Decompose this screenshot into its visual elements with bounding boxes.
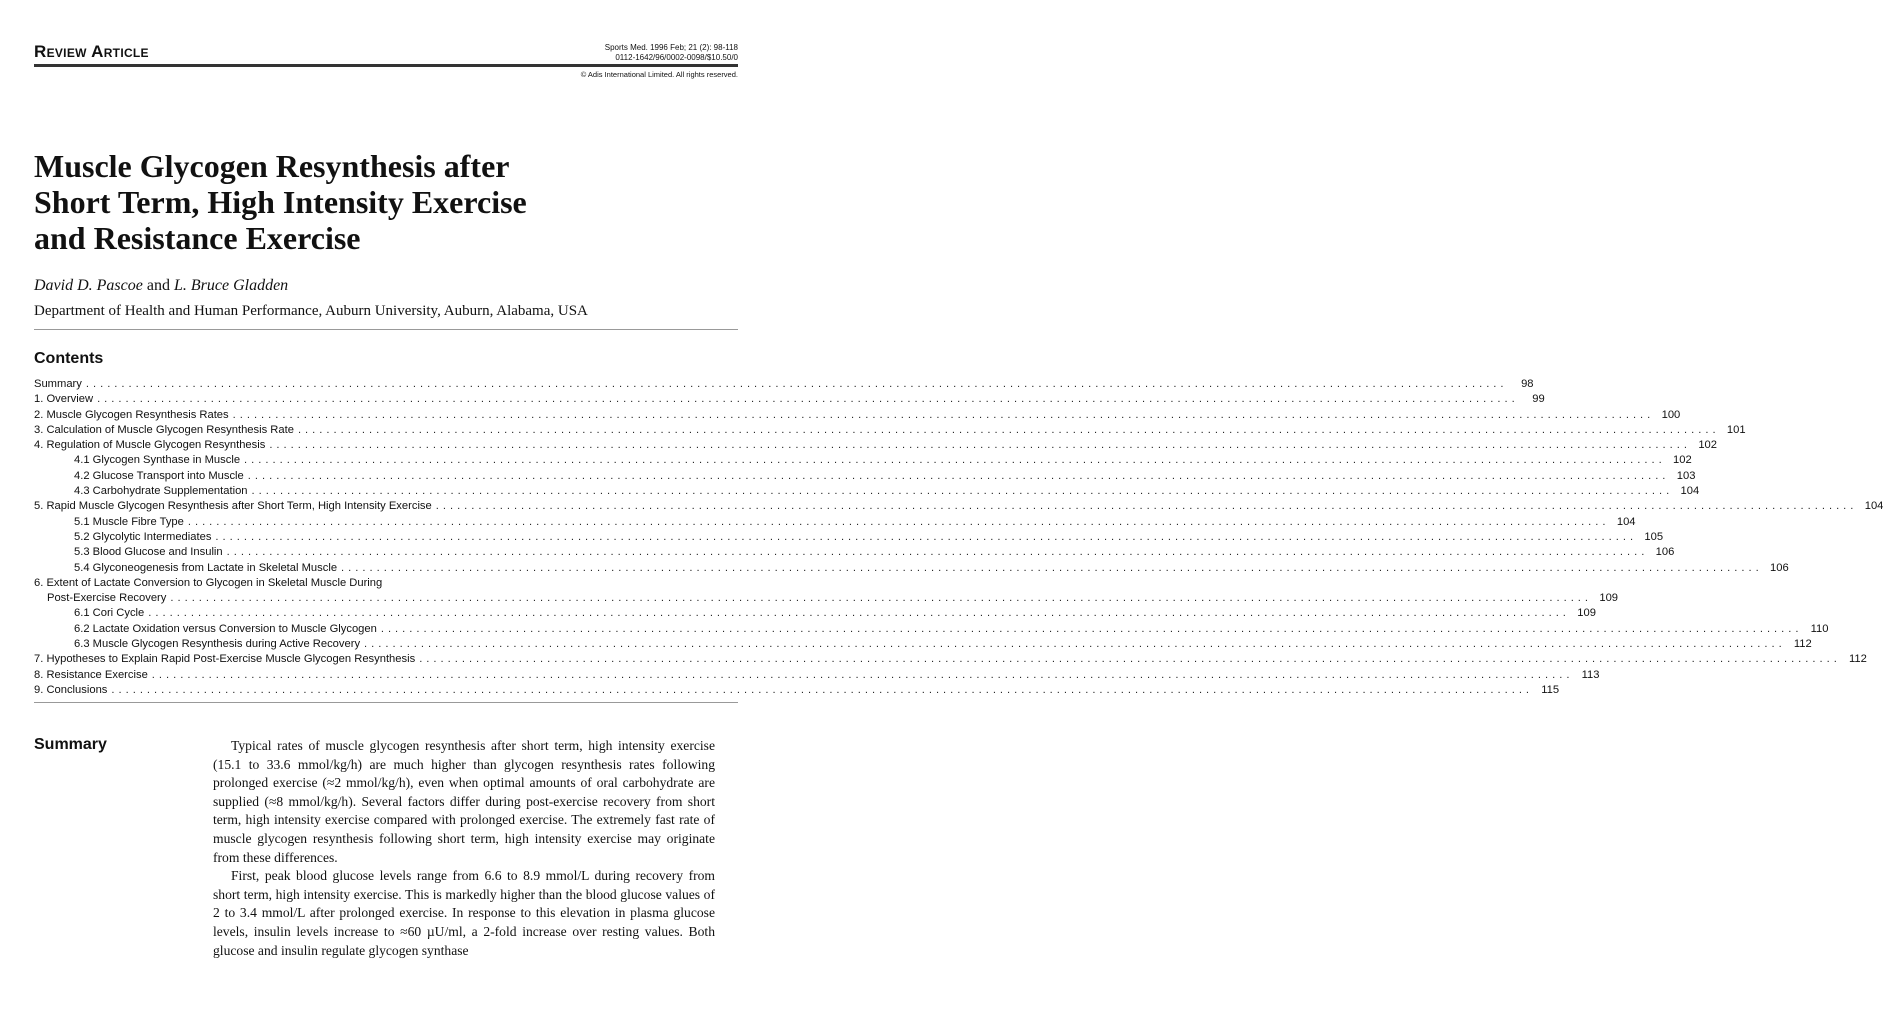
toc-leader-dots: ........................................................................................................................................................................................................ [226, 546, 1649, 559]
toc-entry-page: 102 [1666, 453, 1692, 468]
toc-entry-label: 3. Calculation of Muscle Glycogen Resynthesis Rate [34, 423, 298, 438]
title-line-3: and Resistance Exercise [34, 220, 361, 256]
toc-entry-label: 5.4 Glyconeogenesis from Lactate in Skeletal Muscle [34, 561, 341, 576]
toc-entry-label: 6. Extent of Lactate Conversion to Glycogen in Skeletal Muscle During [34, 576, 386, 591]
table-of-contents [34, 377, 1883, 698]
toc-entry-label: 5.2 Glycolytic Intermediates [34, 530, 215, 545]
toc-leader-dots: ........................................................................................................................................................................................................ [244, 454, 1666, 467]
citation-line-2: 0112-1642/96/0002-0098/$10.50/0 [615, 53, 738, 62]
toc-entry-page: 109 [1570, 606, 1596, 621]
toc-entry-label: 4.1 Glycogen Synthase in Muscle [34, 453, 244, 468]
summary-paragraph-1: Typical rates of muscle glycogen resynthesis after short term, high intensity exercise (15.1 to 33.6 mmol/kg/h) are much higher than glycogen resynthesis rates following prolonged exercise (≈2 mmol/kg/h), even when optimal amounts of oral carbohydrate are supplied (≈8 mmol/kg/h). Several factors differ during post-exercise recovery from short term, high intensity exercise compared with prolonged exercise. The extremely fast rate of muscle glycogen resynthesis following short term, high intensity exercise may originate from these differences. [213, 738, 715, 865]
toc-entry-label: 9. Conclusions [34, 683, 111, 698]
citation-block [605, 43, 738, 63]
toc-entry-page: 106 [1763, 561, 1789, 576]
summary-paragraph-2: First, peak blood glucose levels range from 6.6 to 8.9 mmol/L during recovery from short term, high intensity exercise. This is markedly higher than the blood glucose values of 2 to 3.4 mmol/L after prolonged exercise. In response to this elevation in plasma glucose levels, insulin levels increase to ≈60 µU/ml, a 2-fold increase over resting values. Both glucose and insulin regulate glycogen synthase [213, 868, 715, 958]
toc-entry-label: 1. Overview [34, 392, 97, 407]
toc-entry-label: 4.3 Carbohydrate Supplementation [34, 484, 252, 499]
toc-leader-dots: ........................................................................................................................................................................................................ [148, 607, 1570, 620]
toc-leader-dots: ........................................................................................................................................................................................................ [85, 378, 1508, 390]
summary-heading: Summary [34, 736, 107, 753]
affiliation: Department of Health and Human Performance, Auburn University, Auburn, Alabama, USA [34, 303, 588, 319]
toc-leader-dots: ........................................................................................................................................................................................................ [232, 408, 1655, 421]
toc-leader-dots: ........................................................................................................................................................................................................ [215, 530, 1638, 543]
toc-entry[interactable] [34, 652, 1867, 667]
copyright-notice: © Adis International Limited. All rights reserved. [580, 70, 738, 79]
toc-entry-page: 110 [1803, 622, 1829, 637]
article-type-label: Review Article [34, 42, 149, 61]
toc-entry[interactable] [34, 683, 1560, 698]
divider-top [34, 329, 738, 330]
toc-entry[interactable] [34, 438, 1717, 453]
toc-leader-dots: ........................................................................................................................................................................................................ [187, 515, 1610, 528]
toc-leader-dots: ........................................................................................................................................................................................................ [341, 561, 1763, 574]
toc-entry-label: Post-Exercise Recovery [34, 591, 170, 606]
toc-entry-label: 5. Rapid Muscle Glycogen Resynthesis after Short Term, High Intensity Exercise [34, 499, 436, 514]
toc-entry[interactable] [34, 484, 1700, 499]
toc-entry-page: 100 [1654, 408, 1680, 423]
toc-entry[interactable] [34, 576, 714, 591]
toc-entry-page: 115 [1533, 683, 1559, 698]
toc-entry[interactable] [34, 561, 1789, 576]
toc-entry-page: 105 [1637, 530, 1663, 545]
toc-entry-page: 104 [1857, 499, 1883, 514]
toc-entry-label: 6.3 Muscle Glycogen Resynthesis during Active Recovery [34, 637, 364, 652]
toc-entry[interactable] [34, 668, 1600, 683]
toc-entry-label: 5.1 Muscle Fibre Type [34, 515, 188, 530]
toc-entry-page: 98 [1508, 377, 1534, 392]
toc-entry[interactable] [34, 453, 1692, 468]
toc-entry[interactable] [34, 423, 1746, 438]
summary-body [213, 737, 715, 960]
toc-entry-label: 6.1 Cori Cycle [34, 606, 148, 621]
toc-entry[interactable] [34, 530, 1664, 545]
toc-entry-label: 4. Regulation of Muscle Glycogen Resynthesis [34, 438, 269, 453]
toc-entry-page: 102 [1691, 438, 1717, 453]
author-line [34, 277, 288, 295]
toc-entry-page: 104 [1673, 484, 1699, 499]
toc-entry[interactable] [34, 377, 1534, 392]
toc-entry[interactable] [34, 499, 1883, 514]
toc-entry-page: 103 [1669, 469, 1695, 484]
toc-entry[interactable] [34, 637, 1812, 652]
toc-entry-page: 101 [1720, 423, 1746, 438]
toc-leader-dots: ........................................................................................................................................................................................................ [111, 683, 1534, 696]
toc-entry-label: 6.2 Lactate Oxidation versus Conversion to Muscle Glycogen [34, 622, 381, 637]
toc-leader-dots: ........................................................................................................................................................................................................ [151, 668, 1574, 681]
toc-entry[interactable] [34, 591, 1619, 606]
toc-entry-label: Summary [34, 377, 86, 392]
contents-heading: Contents [34, 350, 104, 367]
toc-entry[interactable] [34, 392, 1545, 407]
title-line-2: Short Term, High Intensity Exercise [34, 184, 527, 220]
toc-entry-label: 4.2 Glucose Transport into Muscle [34, 469, 248, 484]
toc-entry-page: 99 [1519, 392, 1545, 407]
toc-entry-page: 106 [1648, 545, 1674, 560]
toc-entry-label: 8. Resistance Exercise [34, 668, 152, 683]
toc-entry-page: 104 [1610, 515, 1636, 530]
toc-leader-dots: ........................................................................................................................................................................................................ [297, 423, 1720, 436]
author-2: L. Bruce Gladden [173, 277, 289, 294]
toc-entry-page: 109 [1592, 591, 1618, 606]
title-line-1: Muscle Glycogen Resynthesis after [34, 148, 510, 184]
toc-entry[interactable] [34, 469, 1696, 484]
toc-entry[interactable] [34, 545, 1675, 560]
toc-leader-dots: ........................................................................................................................................................................................................ [380, 622, 1803, 635]
toc-entry-label: 5.3 Blood Glucose and Insulin [34, 545, 227, 560]
author-1: David D. Pascoe [34, 277, 143, 294]
toc-entry[interactable] [34, 622, 1829, 637]
toc-leader-dots: ........................................................................................................................................................................................................ [435, 500, 1858, 513]
article-title [34, 148, 734, 256]
toc-entry-page: 112 [1786, 637, 1812, 652]
toc-leader-dots: ........................................................................................................................................................................................................ [97, 393, 1519, 406]
toc-leader-dots: ........................................................................................................................................................................................................ [170, 592, 1593, 605]
toc-entry-page: 112 [1841, 652, 1867, 667]
toc-leader-dots: ........................................................................................................................................................................................................ [247, 469, 1670, 482]
header-rule [34, 64, 738, 67]
toc-leader-dots: ........................................................................................................................................................................................................ [251, 485, 1674, 498]
toc-entry-label: 7. Hypotheses to Explain Rapid Post-Exercise Muscle Glycogen Resynthesis [34, 652, 419, 667]
toc-entry-page: 113 [1573, 668, 1599, 683]
toc-entry[interactable] [34, 606, 1596, 621]
toc-entry[interactable] [34, 408, 1681, 423]
citation-line-1: Sports Med. 1996 Feb; 21 (2): 98-118 [604, 43, 738, 52]
author-join: and [146, 277, 170, 294]
toc-entry-label: 2. Muscle Glycogen Resynthesis Rates [34, 408, 233, 423]
toc-entry[interactable] [34, 515, 1636, 530]
toc-leader-dots: ........................................................................................................................................................................................................ [364, 638, 1786, 651]
divider-bottom [34, 702, 738, 703]
toc-leader-dots: ........................................................................................................................................................................................................ [269, 439, 1691, 452]
toc-leader-dots: ........................................................................................................................................................................................................ [419, 653, 1841, 666]
